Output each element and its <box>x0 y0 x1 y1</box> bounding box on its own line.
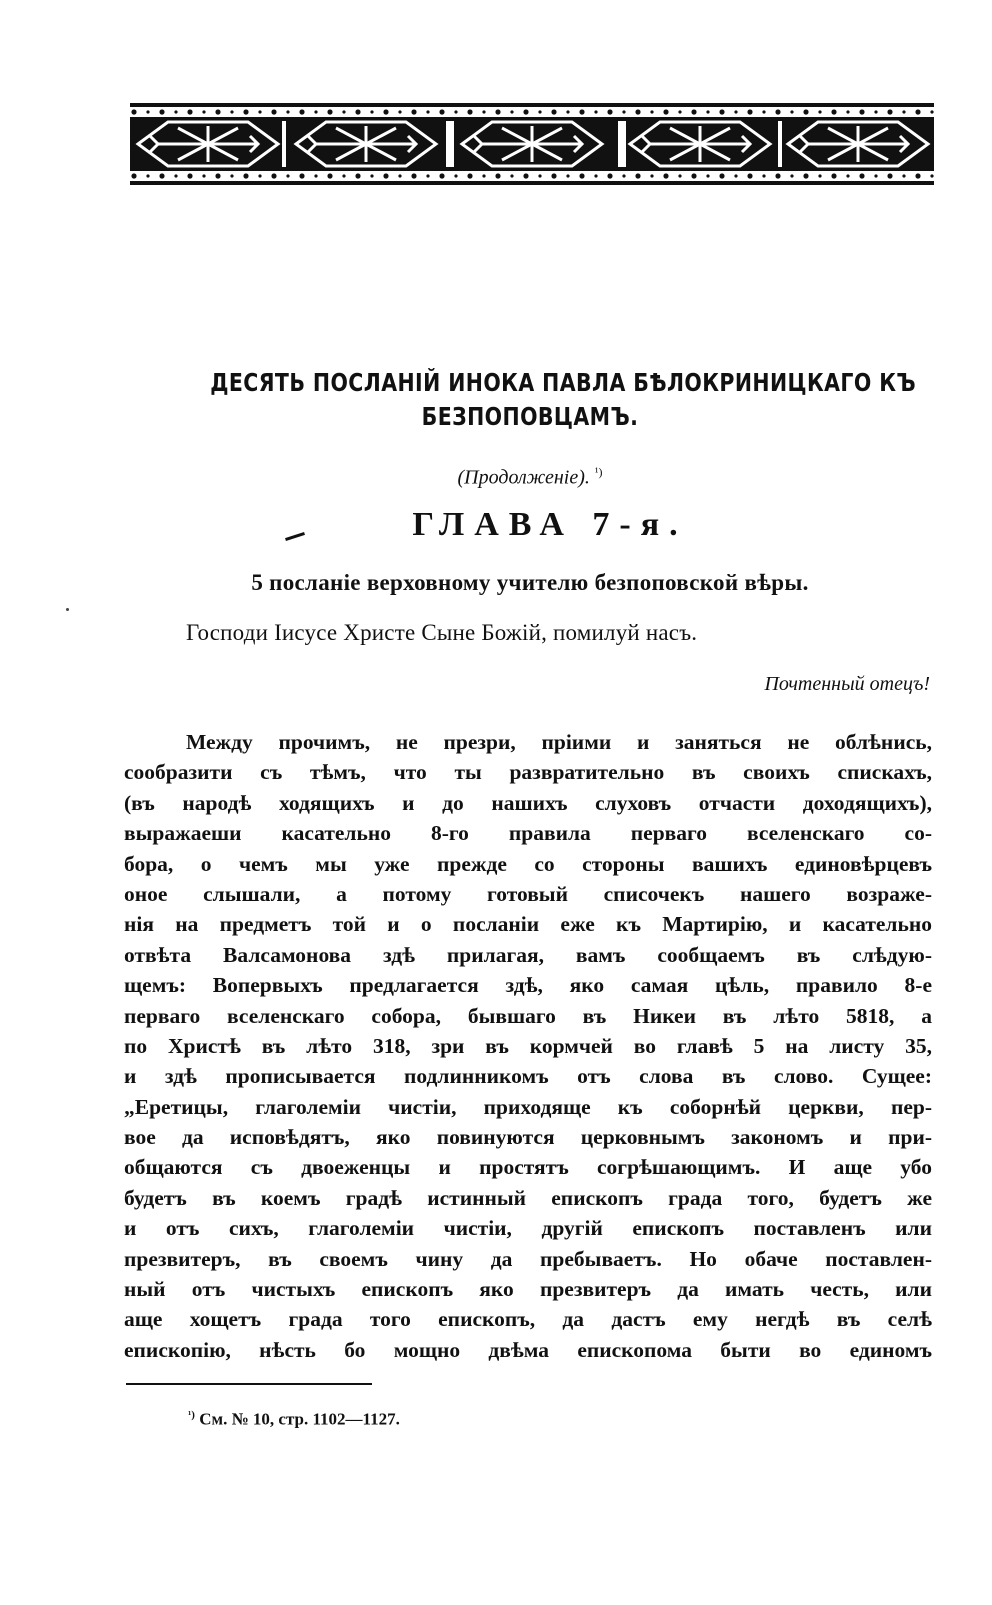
article-title <box>210 366 917 434</box>
body-line: и здѣ прописывается подлинникомъ отъ слова въ слово. Сущее: <box>124 1064 932 1089</box>
body-line: выражаеши касательно 8-го правила перваго вселенскаго со- <box>124 821 932 846</box>
chapter-heading: ГЛАВА 7-я. <box>412 506 688 543</box>
title-line-2: БЕЗПОПОВЦАМЪ. <box>421 402 639 431</box>
body-line: „Еретицы, глаголеміи чистіи, приходяще къ соборнѣй церкви, пер- <box>124 1094 932 1119</box>
body-line: Между прочимъ, не презри, пріими и заняться не облѣнись, <box>186 730 932 754</box>
footnote-separator <box>126 1383 372 1385</box>
body-line: ный отъ чистыхъ епископъ яко презвитеръ да имать честь, или <box>124 1277 932 1302</box>
body-line: сообразити съ тѣмъ, что ты развратительно въ своихъ спискахъ, <box>124 760 932 785</box>
body-line: нія на предметъ той и о посланіи еже къ Мартирію, и касательно <box>124 912 932 937</box>
title-line-1: ДЕСЯТЬ ПОСЛАНІЙ ИНОКА ПАВЛА БѢЛОКРИНИЦКАГО КЪ <box>210 368 917 397</box>
body-line: оное слышали, а потому готовый списочекъ нашего возраже- <box>124 881 932 906</box>
continued-label: (Продолженіе). <box>457 466 590 489</box>
body-line: и отъ сихъ, глаголеміи чистіи, другій епископъ поставленъ или <box>124 1216 932 1241</box>
body-line: перваго вселенскаго собора, бывшаго въ Никеи въ лѣто 5818, а <box>124 1003 932 1028</box>
paper-speck <box>66 608 69 611</box>
body-line: по Христѣ въ лѣто 318, зри въ кормчей во главѣ 5 на листу 35, <box>124 1033 932 1058</box>
body-line: будетъ въ коемъ градѣ истинный епископъ града того, будетъ же <box>124 1185 932 1210</box>
continued-note <box>140 465 920 490</box>
decorative-ornament-border <box>130 103 934 185</box>
body-line: (въ народѣ ходящихъ и до нашихъ слуховъ отчасти доходящихъ), <box>124 790 932 815</box>
stray-mark <box>285 532 305 541</box>
body-line: общаются съ двоеженцы и простятъ согрѣшающимъ. И аще убо <box>124 1155 932 1180</box>
opening-prayer: Господи Іисусе Христе Сыне Божій, помилуй насъ. <box>186 620 698 645</box>
body-line: епископію, нѣсть бо мощно двѣма епископома быти во единомъ <box>124 1337 932 1362</box>
body-text <box>124 727 932 1365</box>
body-line: щемъ: Вопервыхъ предлагается здѣ, яко самая цѣль, правило 8-е <box>124 973 932 998</box>
footnote-marker: ¹) <box>188 1409 195 1421</box>
body-line: отвѣта Валсамонова здѣ прилагая, вамъ сообщаемъ въ слѣдую- <box>124 942 932 967</box>
body-line: вое да исповѣдятъ, яко повинуются церковнымъ закономъ и при- <box>124 1125 932 1150</box>
footnote-reference: ¹) <box>594 465 603 479</box>
body-line: бора, о чемъ мы уже прежде со стороны вашихъ единовѣрцевъ <box>124 851 932 876</box>
salutation: Почтенный отецъ! <box>764 673 930 695</box>
body-line: презвитеръ, въ своемъ чину да пребываетъ. Но обаче поставлен- <box>124 1246 932 1271</box>
body-line: аще хощетъ града того епископъ, да дастъ ему негдѣ въ селѣ <box>124 1307 932 1332</box>
footnote <box>188 1409 400 1430</box>
epistle-subtitle: 5 посланіе верховному учителю безпоповской вѣры. <box>251 570 809 595</box>
footnote-text: См. № 10, стр. 1102—1127. <box>199 1409 400 1429</box>
